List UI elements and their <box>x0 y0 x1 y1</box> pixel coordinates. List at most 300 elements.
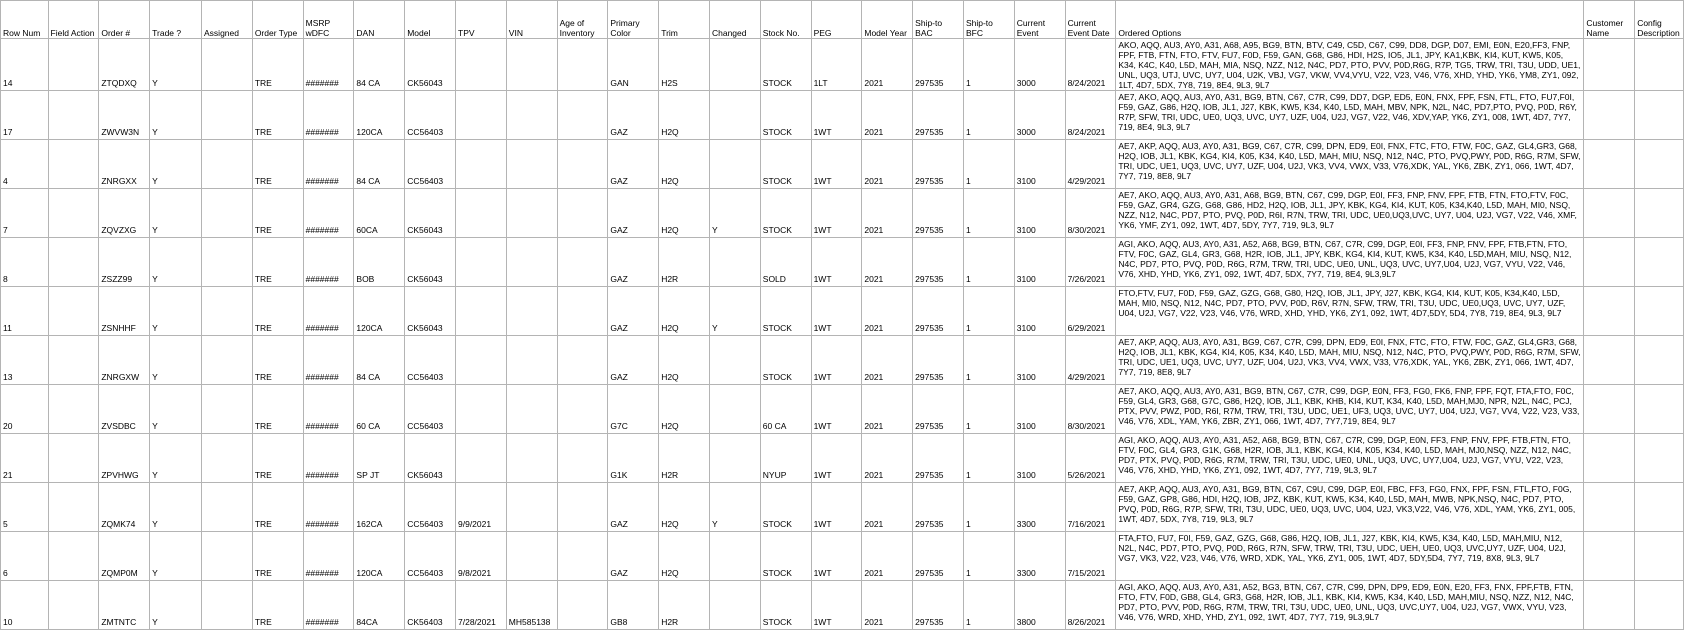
table-cell[interactable]: 297535 <box>913 238 964 287</box>
table-cell[interactable]: 297535 <box>913 189 964 238</box>
table-cell[interactable]: Y <box>709 483 760 532</box>
table-cell[interactable]: 5/26/2021 <box>1065 434 1116 483</box>
table-cell[interactable]: ZQVZXG <box>99 189 150 238</box>
table-cell[interactable]: 3100 <box>1014 238 1065 287</box>
table-cell[interactable]: GAZ <box>608 189 659 238</box>
table-cell[interactable]: 297535 <box>913 385 964 434</box>
table-cell[interactable] <box>1635 581 1684 630</box>
table-cell[interactable]: 1 <box>963 532 1014 581</box>
table-cell[interactable]: CC56403 <box>405 91 456 140</box>
column-header[interactable]: Ordered Options <box>1116 1 1584 39</box>
table-cell[interactable]: 60CA <box>354 189 405 238</box>
table-cell[interactable]: 2021 <box>862 336 913 385</box>
table-cell[interactable]: H2Q <box>659 336 710 385</box>
column-header[interactable]: TPV <box>456 1 507 39</box>
table-cell[interactable]: 297535 <box>913 140 964 189</box>
table-cell[interactable]: GAZ <box>608 287 659 336</box>
table-cell[interactable]: 8/26/2021 <box>1065 581 1116 630</box>
table-cell[interactable]: 84 CA <box>354 336 405 385</box>
table-cell[interactable] <box>1584 385 1635 434</box>
table-cell[interactable] <box>1635 189 1684 238</box>
table-row[interactable] <box>1 238 1684 287</box>
table-cell[interactable] <box>456 385 507 434</box>
table-cell[interactable]: ####### <box>303 336 354 385</box>
table-cell[interactable] <box>1584 189 1635 238</box>
table-cell[interactable]: Y <box>150 287 202 336</box>
table-cell[interactable] <box>1584 483 1635 532</box>
table-cell[interactable] <box>48 532 99 581</box>
table-cell[interactable]: 60 CA <box>760 385 811 434</box>
table-cell[interactable]: GAZ <box>608 91 659 140</box>
table-cell[interactable] <box>506 483 557 532</box>
table-cell[interactable] <box>456 189 507 238</box>
table-cell[interactable]: 2021 <box>862 140 913 189</box>
table-cell[interactable]: 3300 <box>1014 483 1065 532</box>
table-cell[interactable]: 1 <box>963 140 1014 189</box>
table-row[interactable] <box>1 483 1684 532</box>
table-cell[interactable]: 297535 <box>913 532 964 581</box>
table-cell[interactable]: 3100 <box>1014 140 1065 189</box>
table-cell[interactable]: 1 <box>963 434 1014 483</box>
table-cell[interactable] <box>48 189 99 238</box>
table-cell[interactable] <box>709 39 760 91</box>
table-cell[interactable]: ZVSDBC <box>99 385 150 434</box>
column-header[interactable]: Trim <box>659 1 710 39</box>
column-header[interactable]: Model <box>405 1 456 39</box>
table-cell[interactable]: STOCK <box>760 189 811 238</box>
table-cell[interactable]: 3100 <box>1014 336 1065 385</box>
table-cell[interactable]: 1WT <box>811 91 862 140</box>
table-cell[interactable]: STOCK <box>760 287 811 336</box>
table-cell[interactable] <box>506 189 557 238</box>
table-cell[interactable]: TRE <box>252 336 303 385</box>
table-row[interactable] <box>1 336 1684 385</box>
table-cell[interactable]: 7/15/2021 <box>1065 532 1116 581</box>
table-cell[interactable] <box>557 39 608 91</box>
table-cell[interactable]: H2Q <box>659 532 710 581</box>
table-cell[interactable]: AGI, AKO, AQQ, AU3, AY0, A31, A52, BG3, BTN, C67, C7R, C99, DPN, DP9, ED9, E0N, E20, FF3, FNX, FPF,FTB, FTN, FTO, FTV, F0D, GB8, GL4, GR3, G68, H2R, IOB, JL1, KBK, KI4, KW5, K34, K40, L5D, MAH,MIU, NSQ, NZZ, N12, N4C, PD7, PTO, PVV, P0D, R6G, R7M, TRW, TRI, T3U, UDC, UE0, UNL, UQ3, UVC,UY7, U04, U2J, VG7, VWX, VYU, V23, V46, V76, WRD, XHD, YHD, ZY1, 092, 1WT, 4D7, 7Y7, 719, 9L3,9L7 <box>1116 581 1584 630</box>
table-cell[interactable]: ####### <box>303 434 354 483</box>
table-cell[interactable] <box>709 238 760 287</box>
table-cell[interactable]: GAZ <box>608 140 659 189</box>
table-cell[interactable]: ####### <box>303 532 354 581</box>
table-cell[interactable]: 13 <box>1 336 49 385</box>
table-cell[interactable]: 9/8/2021 <box>456 532 507 581</box>
table-cell[interactable] <box>202 39 253 91</box>
table-cell[interactable]: Y <box>709 287 760 336</box>
column-header[interactable]: Ship-to BFC <box>963 1 1014 39</box>
table-cell[interactable]: ZQMK74 <box>99 483 150 532</box>
table-cell[interactable] <box>557 91 608 140</box>
table-cell[interactable] <box>506 140 557 189</box>
table-cell[interactable]: 120CA <box>354 91 405 140</box>
table-cell[interactable]: CK56043 <box>405 189 456 238</box>
table-cell[interactable] <box>709 91 760 140</box>
table-cell[interactable]: 1WT <box>811 238 862 287</box>
table-cell[interactable] <box>48 39 99 91</box>
table-cell[interactable] <box>48 336 99 385</box>
table-cell[interactable]: TRE <box>252 91 303 140</box>
table-cell[interactable]: TRE <box>252 581 303 630</box>
table-row[interactable] <box>1 39 1684 91</box>
column-header[interactable]: VIN <box>506 1 557 39</box>
table-cell[interactable]: TRE <box>252 140 303 189</box>
table-cell[interactable]: 1WT <box>811 385 862 434</box>
table-cell[interactable]: 7/16/2021 <box>1065 483 1116 532</box>
table-cell[interactable]: 10 <box>1 581 49 630</box>
table-cell[interactable]: CC56403 <box>405 385 456 434</box>
table-cell[interactable]: STOCK <box>760 140 811 189</box>
table-cell[interactable]: H2R <box>659 238 710 287</box>
table-cell[interactable]: AE7, AKP, AQQ, AU3, AY0, A31, BG9, C67, C7R, C99, DPN, ED9, E0I, FNX, FTC, FTO, FTW, F0C, GAZ, GL4,GR3, G68, H2Q, IOB, JL1, KBK, KG4, KI4, K05, K34, K40, L5D, MAH, MIU, NSQ, N12, N4C, PTO, PVQ,PWY, P0D, R6G, R7M, SFW, TRI, UDC, UE1, UQ3, UVC, UY7, UZF, U04, U2J, VK3, VV4, VWX, V33, V76,XDK, YAL, YK6, ZBK, ZY1, 066, 1WT, 4D7, 7Y7, 719, 8E8, 9L7 <box>1116 336 1584 385</box>
table-cell[interactable]: Y <box>150 532 202 581</box>
table-cell[interactable]: AKO, AQQ, AU3, AY0, A31, A68, A95, BG9, BTN, BTV, C49, C5D, C67, C99, DD8, DGP, D07, EMI, E0N, E20,FF3, FNP, FPF, FTB, FTN, FTO, FTV, FU7, F0D, F59, GAN, G68, G86, HDI, H2S, IO5, JL1, JPY, KA1,KBK, KI4, KUT, KW5, K05, K34, K4C, K40, L5D, MAH, MIA, NSQ, NZZ, N12, N4C, PD7, PTO, PVV, P0D,R6G, R7P, TG5, TRW, TRI, T3U, UDD, UE1, UNL, UQ3, UTJ, UVC, UY7, U04, U2K, VBJ, VG7, VKW, VV4,VYU, V22, V23, V46, V76, XHD, YHD, YK6, YM8, ZY1, 092, 1LT, 4D7, 5DX, 7Y8, 719, 8E4, 9L3, 9L7 <box>1116 39 1584 91</box>
table-cell[interactable] <box>506 39 557 91</box>
table-row[interactable] <box>1 287 1684 336</box>
table-cell[interactable]: 2021 <box>862 91 913 140</box>
table-cell[interactable]: AGI, AKO, AQQ, AU3, AY0, A31, A52, A68, BG9, BTN, C67, C7R, C99, DGP, E0N, FF3, FNP, FNV, FPF, FTB,FTN, FTO, FTV, F0C, GL4, GR3, G1K, G68, H2R, IOB, JL1, KBK, KG4, KI4, K05, K34, K40, L5D, MAH, MJ0,NSQ, NZZ, N12, N4C, PD7, PTX, PVQ, P0D, R6G, R7M, TRW, TRI, T3U, UDC, UE0, UNL, UQ3, UVC, UY7,U04, U2J, VG7, VYU, V22, V23, V46, V76, XHD, YHD, YK6, ZY1, 092, 1WT, 4D7, 7Y7, 719, 9L3, 9L7 <box>1116 434 1584 483</box>
table-row[interactable] <box>1 140 1684 189</box>
table-cell[interactable] <box>506 91 557 140</box>
table-cell[interactable]: 3300 <box>1014 532 1065 581</box>
table-cell[interactable]: STOCK <box>760 91 811 140</box>
table-cell[interactable] <box>506 434 557 483</box>
table-cell[interactable]: H2Q <box>659 189 710 238</box>
table-row[interactable] <box>1 385 1684 434</box>
table-cell[interactable]: H2Q <box>659 287 710 336</box>
table-cell[interactable]: ZNRGXX <box>99 140 150 189</box>
table-cell[interactable] <box>557 238 608 287</box>
table-cell[interactable]: 1WT <box>811 434 862 483</box>
table-cell[interactable]: G1K <box>608 434 659 483</box>
table-cell[interactable]: 8/30/2021 <box>1065 385 1116 434</box>
table-cell[interactable]: Y <box>150 189 202 238</box>
table-cell[interactable]: ZMTNTC <box>99 581 150 630</box>
table-cell[interactable]: 7/28/2021 <box>456 581 507 630</box>
table-cell[interactable]: Y <box>709 189 760 238</box>
table-cell[interactable]: Y <box>150 483 202 532</box>
table-cell[interactable] <box>1635 238 1684 287</box>
table-cell[interactable]: 1WT <box>811 140 862 189</box>
table-cell[interactable]: 84 CA <box>354 39 405 91</box>
table-cell[interactable] <box>456 287 507 336</box>
table-cell[interactable]: 1WT <box>811 581 862 630</box>
table-cell[interactable] <box>557 434 608 483</box>
table-cell[interactable] <box>1635 434 1684 483</box>
table-cell[interactable]: STOCK <box>760 532 811 581</box>
table-row[interactable] <box>1 91 1684 140</box>
table-cell[interactable] <box>557 189 608 238</box>
table-cell[interactable] <box>1584 39 1635 91</box>
table-cell[interactable]: CC56403 <box>405 532 456 581</box>
table-cell[interactable]: 1WT <box>811 483 862 532</box>
table-cell[interactable]: 2021 <box>862 238 913 287</box>
table-cell[interactable]: Y <box>150 336 202 385</box>
table-cell[interactable]: 1 <box>963 483 1014 532</box>
table-cell[interactable]: 14 <box>1 39 49 91</box>
table-cell[interactable]: TRE <box>252 434 303 483</box>
table-cell[interactable]: ZPVHWG <box>99 434 150 483</box>
table-cell[interactable]: 3100 <box>1014 189 1065 238</box>
table-cell[interactable] <box>202 189 253 238</box>
column-header[interactable]: Primary Color <box>608 1 659 39</box>
table-cell[interactable]: ####### <box>303 581 354 630</box>
table-cell[interactable]: 6 <box>1 532 49 581</box>
table-cell[interactable]: TRE <box>252 189 303 238</box>
table-cell[interactable]: 7/26/2021 <box>1065 238 1116 287</box>
table-cell[interactable] <box>1635 91 1684 140</box>
table-cell[interactable]: 6/29/2021 <box>1065 287 1116 336</box>
table-cell[interactable] <box>557 483 608 532</box>
table-cell[interactable] <box>506 385 557 434</box>
table-cell[interactable] <box>202 91 253 140</box>
table-cell[interactable]: 3100 <box>1014 385 1065 434</box>
table-cell[interactable] <box>1635 39 1684 91</box>
table-cell[interactable]: 297535 <box>913 287 964 336</box>
table-cell[interactable]: Y <box>150 39 202 91</box>
table-cell[interactable] <box>506 336 557 385</box>
table-cell[interactable]: CC56403 <box>405 140 456 189</box>
column-header[interactable]: Assigned <box>202 1 253 39</box>
table-cell[interactable] <box>709 532 760 581</box>
table-cell[interactable]: NYUP <box>760 434 811 483</box>
table-cell[interactable] <box>456 336 507 385</box>
table-cell[interactable]: GAZ <box>608 532 659 581</box>
table-cell[interactable]: CK56043 <box>405 287 456 336</box>
table-cell[interactable]: CK56403 <box>405 581 456 630</box>
table-cell[interactable]: AE7, AKO, AQQ, AU3, AY0, A31, A68, BG9, BTN, C67, C99, DGP, E0I, FF3, FNP, FNV, FPF, FTB, FTN, FTO,FTV, F0C, F59, GAZ, GR4, GZG, G68, G86, HD2, H2Q, IOB, JL1, JPY, KBK, KG4, KI4, KUT, K05, K34,K40, L5D, MAH, MI0, NSQ, NZZ, N12, N4C, PD7, PTO, PVQ, P0D, R6I, R7N, TRW, TRI, UDC, UE0,UQ3,UVC, UY7, U04, U2J, VG7, V22, V46, XMF, YK6, YMF, ZY1, 092, 1WT, 4D7, 5DY, 7Y7, 719, 9L3, 9L7 <box>1116 189 1584 238</box>
table-cell[interactable]: 297535 <box>913 39 964 91</box>
table-cell[interactable]: 2021 <box>862 39 913 91</box>
table-cell[interactable]: 1 <box>963 189 1014 238</box>
table-row[interactable] <box>1 581 1684 630</box>
column-header[interactable]: Customer Name <box>1584 1 1635 39</box>
table-cell[interactable]: 3100 <box>1014 434 1065 483</box>
table-cell[interactable]: STOCK <box>760 581 811 630</box>
table-cell[interactable]: AE7, AKP, AQQ, AU3, AY0, A31, BG9, BTN, C67, C9U, C99, DGP, E0I, FBC, FF3, FG0, FNX, FPF, FSN, FTL,FTO, F0G, F59, GAZ, GP8, G86, HDI, H2Q, IOB, JPZ, KBK, KUT, KW5, K34, K40, L5D, MAH, MWB, NPK,NSQ, N4C, PD7, PTO, PVQ, P0D, R6G, R7P, SFW, TRI, T3U, UDC, UE0, UQ3, UVC, U04, U2J, VK3,V22, V46, V76, XDL, YAM, YK6, ZY1, 005, 1WT, 4D7, 5DX, 7Y8, 719, 9L3, 9L7 <box>1116 483 1584 532</box>
table-cell[interactable] <box>202 581 253 630</box>
table-cell[interactable] <box>1584 140 1635 189</box>
table-cell[interactable]: 2021 <box>862 532 913 581</box>
table-cell[interactable] <box>48 483 99 532</box>
table-cell[interactable]: H2Q <box>659 385 710 434</box>
table-cell[interactable]: 17 <box>1 91 49 140</box>
table-cell[interactable]: ####### <box>303 483 354 532</box>
table-cell[interactable]: 3100 <box>1014 287 1065 336</box>
table-cell[interactable] <box>48 238 99 287</box>
table-cell[interactable]: 8 <box>1 238 49 287</box>
table-cell[interactable]: 2021 <box>862 434 913 483</box>
column-header[interactable]: Age of Inventory <box>557 1 608 39</box>
table-cell[interactable] <box>709 434 760 483</box>
table-cell[interactable]: STOCK <box>760 39 811 91</box>
table-cell[interactable]: ####### <box>303 238 354 287</box>
table-cell[interactable]: 20 <box>1 385 49 434</box>
table-cell[interactable]: GB8 <box>608 581 659 630</box>
column-header[interactable]: Model Year <box>862 1 913 39</box>
table-cell[interactable]: 297535 <box>913 336 964 385</box>
table-cell[interactable]: 297535 <box>913 91 964 140</box>
table-cell[interactable] <box>202 434 253 483</box>
table-cell[interactable]: 60 CA <box>354 385 405 434</box>
table-cell[interactable] <box>202 385 253 434</box>
column-header[interactable]: Order Type <box>252 1 303 39</box>
table-cell[interactable] <box>456 91 507 140</box>
table-cell[interactable]: ####### <box>303 189 354 238</box>
table-cell[interactable]: Y <box>150 434 202 483</box>
table-cell[interactable]: 2021 <box>862 581 913 630</box>
column-header[interactable]: Current Event <box>1014 1 1065 39</box>
table-cell[interactable]: STOCK <box>760 336 811 385</box>
column-header[interactable]: MSRP wDFC <box>303 1 354 39</box>
table-cell[interactable]: FTA,FTO, FU7, F0I, F59, GAZ, GZG, G68, G86, H2Q, IOB, JL1, J27, KBK, KI4, KW5, K34, K40, L5D, MAH,MIU, N12, N2L, N4C, PD7, PTO, PVQ, P0D, R6G, R7N, SFW, TRW, TRI, T3U, UDC, UEH, UE0, UQ3, UVC,UY7, UZF, U04, U2J, VG7, VK3, V22, V23, V46, V76, WRD, XDK, YAL, YK6, ZY1, 005, 1WT, 4D7, 5DY,5D4, 7Y7, 719, 8X8, 9L3, 9L7 <box>1116 532 1584 581</box>
table-cell[interactable]: SP JT <box>354 434 405 483</box>
table-cell[interactable] <box>1635 336 1684 385</box>
column-header[interactable]: Trade ? <box>150 1 202 39</box>
table-cell[interactable] <box>506 238 557 287</box>
table-cell[interactable] <box>1584 336 1635 385</box>
table-cell[interactable] <box>48 91 99 140</box>
table-cell[interactable] <box>1584 287 1635 336</box>
table-cell[interactable]: 11 <box>1 287 49 336</box>
table-cell[interactable] <box>1635 532 1684 581</box>
table-cell[interactable] <box>1584 581 1635 630</box>
table-row[interactable] <box>1 434 1684 483</box>
table-cell[interactable] <box>557 581 608 630</box>
table-cell[interactable]: TRE <box>252 39 303 91</box>
table-cell[interactable]: CK56043 <box>405 39 456 91</box>
column-header[interactable]: Ship-to BAC <box>913 1 964 39</box>
table-cell[interactable]: 1 <box>963 91 1014 140</box>
table-cell[interactable] <box>1635 385 1684 434</box>
table-cell[interactable] <box>709 581 760 630</box>
table-cell[interactable]: 1 <box>963 385 1014 434</box>
table-cell[interactable]: H2R <box>659 581 710 630</box>
table-cell[interactable] <box>1635 140 1684 189</box>
table-cell[interactable]: TRE <box>252 385 303 434</box>
table-cell[interactable]: 4 <box>1 140 49 189</box>
table-cell[interactable]: 3800 <box>1014 581 1065 630</box>
table-cell[interactable] <box>709 336 760 385</box>
table-cell[interactable] <box>456 434 507 483</box>
table-cell[interactable]: FTO,FTV, FU7, F0D, F59, GAZ, GZG, G68, G80, H2Q, IOB, JL1, JPY, J27, KBK, KG4, KI4, KUT, K05, K34,K40, L5D, MAH, MI0, NSQ, N12, N4C, PD7, PTO, PVV, P0D, R6V, R7N, SFW, TRW, TRI, T3U, UDC, UE0,UQ3, UVC, UY7, UZF, U04, U2J, VG7, V22, V23, V46, V76, WRD, XHD, YHD, YK6, ZY1, 092, 1WT, 4D7,5DY, 5D4, 7Y8, 719, 8E4, 9L3, 9L7 <box>1116 287 1584 336</box>
table-cell[interactable]: 120CA <box>354 287 405 336</box>
table-cell[interactable] <box>506 287 557 336</box>
table-cell[interactable]: ####### <box>303 91 354 140</box>
table-cell[interactable]: 162CA <box>354 483 405 532</box>
table-cell[interactable]: 2021 <box>862 385 913 434</box>
table-cell[interactable]: 1 <box>963 287 1014 336</box>
table-cell[interactable] <box>202 483 253 532</box>
table-cell[interactable]: ZWVW3N <box>99 91 150 140</box>
column-header[interactable]: Changed <box>709 1 760 39</box>
table-cell[interactable]: 4/29/2021 <box>1065 336 1116 385</box>
column-header[interactable]: Row Num <box>1 1 49 39</box>
table-cell[interactable]: TRE <box>252 483 303 532</box>
table-cell[interactable]: GAZ <box>608 483 659 532</box>
table-cell[interactable]: 1WT <box>811 189 862 238</box>
table-cell[interactable]: 8/24/2021 <box>1065 91 1116 140</box>
table-cell[interactable] <box>1584 434 1635 483</box>
table-cell[interactable]: ZNRGXW <box>99 336 150 385</box>
table-cell[interactable]: 21 <box>1 434 49 483</box>
table-cell[interactable] <box>456 39 507 91</box>
table-cell[interactable]: 4/29/2021 <box>1065 140 1116 189</box>
table-cell[interactable] <box>1635 483 1684 532</box>
table-cell[interactable] <box>709 140 760 189</box>
table-cell[interactable]: G7C <box>608 385 659 434</box>
table-cell[interactable]: 120CA <box>354 532 405 581</box>
table-cell[interactable]: 9/9/2021 <box>456 483 507 532</box>
table-cell[interactable] <box>202 532 253 581</box>
column-header[interactable]: Config Description <box>1635 1 1684 39</box>
table-cell[interactable]: GAN <box>608 39 659 91</box>
table-cell[interactable]: H2Q <box>659 140 710 189</box>
column-header[interactable]: Stock No. <box>760 1 811 39</box>
table-cell[interactable]: ZSZZ99 <box>99 238 150 287</box>
table-cell[interactable]: ZTQDXQ <box>99 39 150 91</box>
table-cell[interactable]: CK56043 <box>405 434 456 483</box>
table-cell[interactable]: TRE <box>252 287 303 336</box>
table-cell[interactable] <box>1584 238 1635 287</box>
table-cell[interactable] <box>557 532 608 581</box>
table-cell[interactable] <box>202 336 253 385</box>
table-cell[interactable]: 2021 <box>862 189 913 238</box>
table-cell[interactable]: TRE <box>252 532 303 581</box>
table-cell[interactable]: 1 <box>963 336 1014 385</box>
table-cell[interactable]: 1WT <box>811 532 862 581</box>
table-cell[interactable]: MH585138 <box>506 581 557 630</box>
table-cell[interactable] <box>48 581 99 630</box>
table-cell[interactable]: Y <box>150 581 202 630</box>
table-cell[interactable]: CC56403 <box>405 336 456 385</box>
table-cell[interactable]: H2S <box>659 39 710 91</box>
table-cell[interactable]: H2R <box>659 434 710 483</box>
column-header[interactable]: Field Action <box>48 1 99 39</box>
table-cell[interactable]: 1LT <box>811 39 862 91</box>
table-cell[interactable]: Y <box>150 385 202 434</box>
table-cell[interactable]: 8/24/2021 <box>1065 39 1116 91</box>
table-cell[interactable] <box>456 238 507 287</box>
table-cell[interactable]: Y <box>150 238 202 287</box>
table-cell[interactable]: AGI, AKO, AQQ, AU3, AY0, A31, A52, A68, BG9, BTN, C67, C7R, C99, DGP, E0I, FF3, FNP, FNV, FPF, FTB,FTN, FTO, FTV, F0C, GAZ, GL4, GR3, G68, H2R, IOB, JL1, JPY, KBK, KG4, KI4, KUT, KW5, K34, K40, L5D,MAH, MIU, NSQ, N12, N4C, PD7, PTO, PVQ, P0D, R6G, R7M, TRW, TRI, UDC, UE0, UNL, UQ3, UVC, UY7,U04, U2J, VG7, VYU, V22, V46, V76, XHD, YHD, YK6, ZY1, 092, 1WT, 4D7, 5DX, 7Y7, 719, 8E4, 9L3,9L7 <box>1116 238 1584 287</box>
table-cell[interactable]: 8/30/2021 <box>1065 189 1116 238</box>
table-cell[interactable]: 2021 <box>862 287 913 336</box>
table-cell[interactable] <box>557 385 608 434</box>
table-cell[interactable]: BOB <box>354 238 405 287</box>
column-header[interactable]: PEG <box>811 1 862 39</box>
table-cell[interactable] <box>709 385 760 434</box>
table-cell[interactable]: ZSNHHF <box>99 287 150 336</box>
table-cell[interactable]: ZQMP0M <box>99 532 150 581</box>
table-cell[interactable]: 2021 <box>862 483 913 532</box>
table-cell[interactable] <box>456 140 507 189</box>
table-cell[interactable]: GAZ <box>608 238 659 287</box>
table-cell[interactable]: 84CA <box>354 581 405 630</box>
table-cell[interactable] <box>557 140 608 189</box>
table-cell[interactable] <box>48 385 99 434</box>
table-cell[interactable]: AE7, AKP, AQQ, AU3, AY0, A31, BG9, C67, C7R, C99, DPN, ED9, E0I, FNX, FTC, FTO, FTW, F0C, GAZ, GL4,GR3, G68, H2Q, IOB, JL1, KBK, KG4, KI4, K05, K34, K40, L5D, MAH, MIU, NSQ, N12, N4C, PTO, PVQ,PWY, P0D, R6G, R7M, SFW, TRI, UDC, UE1, UQ3, UVC, UY7, UZF, U04, U2J, VK3, VV4, VWX, V33, V76,XDK, YAL, YK6, ZBK, ZY1, 066, 1WT, 4D7, 7Y7, 719, 8E8, 9L7 <box>1116 140 1584 189</box>
table-cell[interactable]: TRE <box>252 238 303 287</box>
table-cell[interactable]: Y <box>150 140 202 189</box>
table-cell[interactable]: 7 <box>1 189 49 238</box>
table-cell[interactable] <box>557 336 608 385</box>
table-cell[interactable] <box>202 287 253 336</box>
table-cell[interactable]: Y <box>150 91 202 140</box>
table-cell[interactable] <box>506 532 557 581</box>
table-cell[interactable]: GAZ <box>608 336 659 385</box>
table-cell[interactable]: 3000 <box>1014 39 1065 91</box>
